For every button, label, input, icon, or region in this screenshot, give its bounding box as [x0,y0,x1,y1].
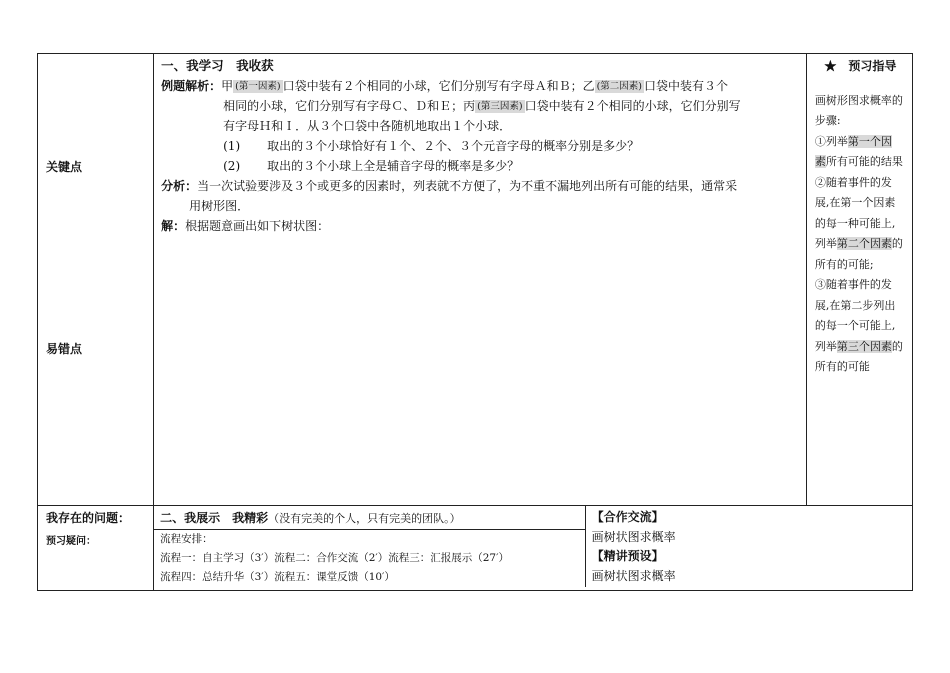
analysis-paragraph: 分析：当一次试验要涉及３个或更多的因素时，列表就不方便了，为不重不漏地列出所有可能的结果，通常采 [161,179,738,193]
coop-text: 画树状图求概率 [591,529,676,544]
preview-questions-label: 预习疑问： [46,536,96,547]
solution-label: 解： [161,219,186,233]
factor1-tag: (第一因素) [235,81,281,92]
left-column-top [38,54,154,506]
analysis-label: 分析： [161,179,198,193]
lecture-text: 画树状图求概率 [591,568,676,583]
showcase-row [154,506,913,591]
guide-step3: ③随着事件的发展,在第二步列出的每一个可能上,列举第三个因素的所有的可能 [814,278,903,373]
flow-label: 流程安排： [160,533,213,545]
question-2: (2) 取出的３个小球上全是辅音字母的概率是多少？ [223,159,520,173]
section2-title: 二、我展示 我精彩 [160,511,269,525]
factor3-tag: (第三因素) [477,101,523,112]
coop-title: 【合作交流】 [591,510,664,524]
question-1: (1) 取出的３个小球恰好有１个、２个、３个元音字母的概率分别是多少？ [223,139,640,153]
error-points-label: 易错点 [46,342,83,356]
example-label: 例题解析： [161,79,222,93]
preview-guide [806,54,912,506]
example-paragraph: 例题解析：甲 (第一因素) 口袋中装有２个相同的小球，它们分别写有字母Ａ和Ｂ；乙 (第二因素) 口袋中装有３个 [161,79,729,93]
guide-step1: ①列举第一个因 素所有可能的结果 [814,134,903,168]
guide-intro: 画树形图求概率的步骤: [814,93,903,127]
lesson-table [37,53,913,591]
my-problems-label: 我存在的问题： [46,511,131,525]
section2-motto: （没有完美的个人，只有完美的团队。） [268,512,461,525]
solution-paragraph: 解：根据题意画出如下树状图： [161,219,330,233]
learning-section: 一、我学习 我收获 例题解析：甲 (第一因素) 口袋中装有２个相同的小球，它们分别写有字母Ａ和Ｂ；乙 (第二因素) 口袋中装有３个 相同的小球，它们分别写有字母Ｃ、Ｄ和Ｅ；丙 (第三因素) 口袋中装有２个相同的小球，它们分别写 有字母Ｈ和Ｉ．从３个口袋中各随机地取出１个小球． (1) 取出的３个小球恰好有１个、２个、３个元音字母的概率分别是多少？ (2) 取出的３个小球上全是辅音字母的概率是多少？ 分析：当一次试验要涉及３个或更多的因素时，列表就不方便了，为不重不漏地列出所有可能的结果，通常采 用树形图． 解：根据题意画出如下树状图： [154,54,807,506]
factor2-tag: (第二因素) [596,81,643,92]
problems-cell [38,506,154,591]
cooperation-section [585,506,912,587]
guide-step2: ②随着事件的发展,在第一个因素的每一种可能上,列举第二个因素的所有的可能; [814,175,903,271]
example-line3: 有字母Ｈ和Ｉ．从３个口袋中各随机地取出１个小球． [223,119,512,133]
key-points-label: 关键点 [46,160,83,174]
flow-line2: 流程四：总结升华（3′）流程五：课堂反馈（10′） [160,571,395,583]
guide-title: ★ 预习指导 [824,59,897,73]
lecture-title: 【精讲预设】 [591,549,664,563]
flow-line1: 流程一：自主学习（3′）流程二：合作交流（2′）流程三：汇报展示（27′） [160,552,509,564]
section1-title: 一、我学习 我收获 [161,58,274,73]
showcase-section [154,506,585,587]
